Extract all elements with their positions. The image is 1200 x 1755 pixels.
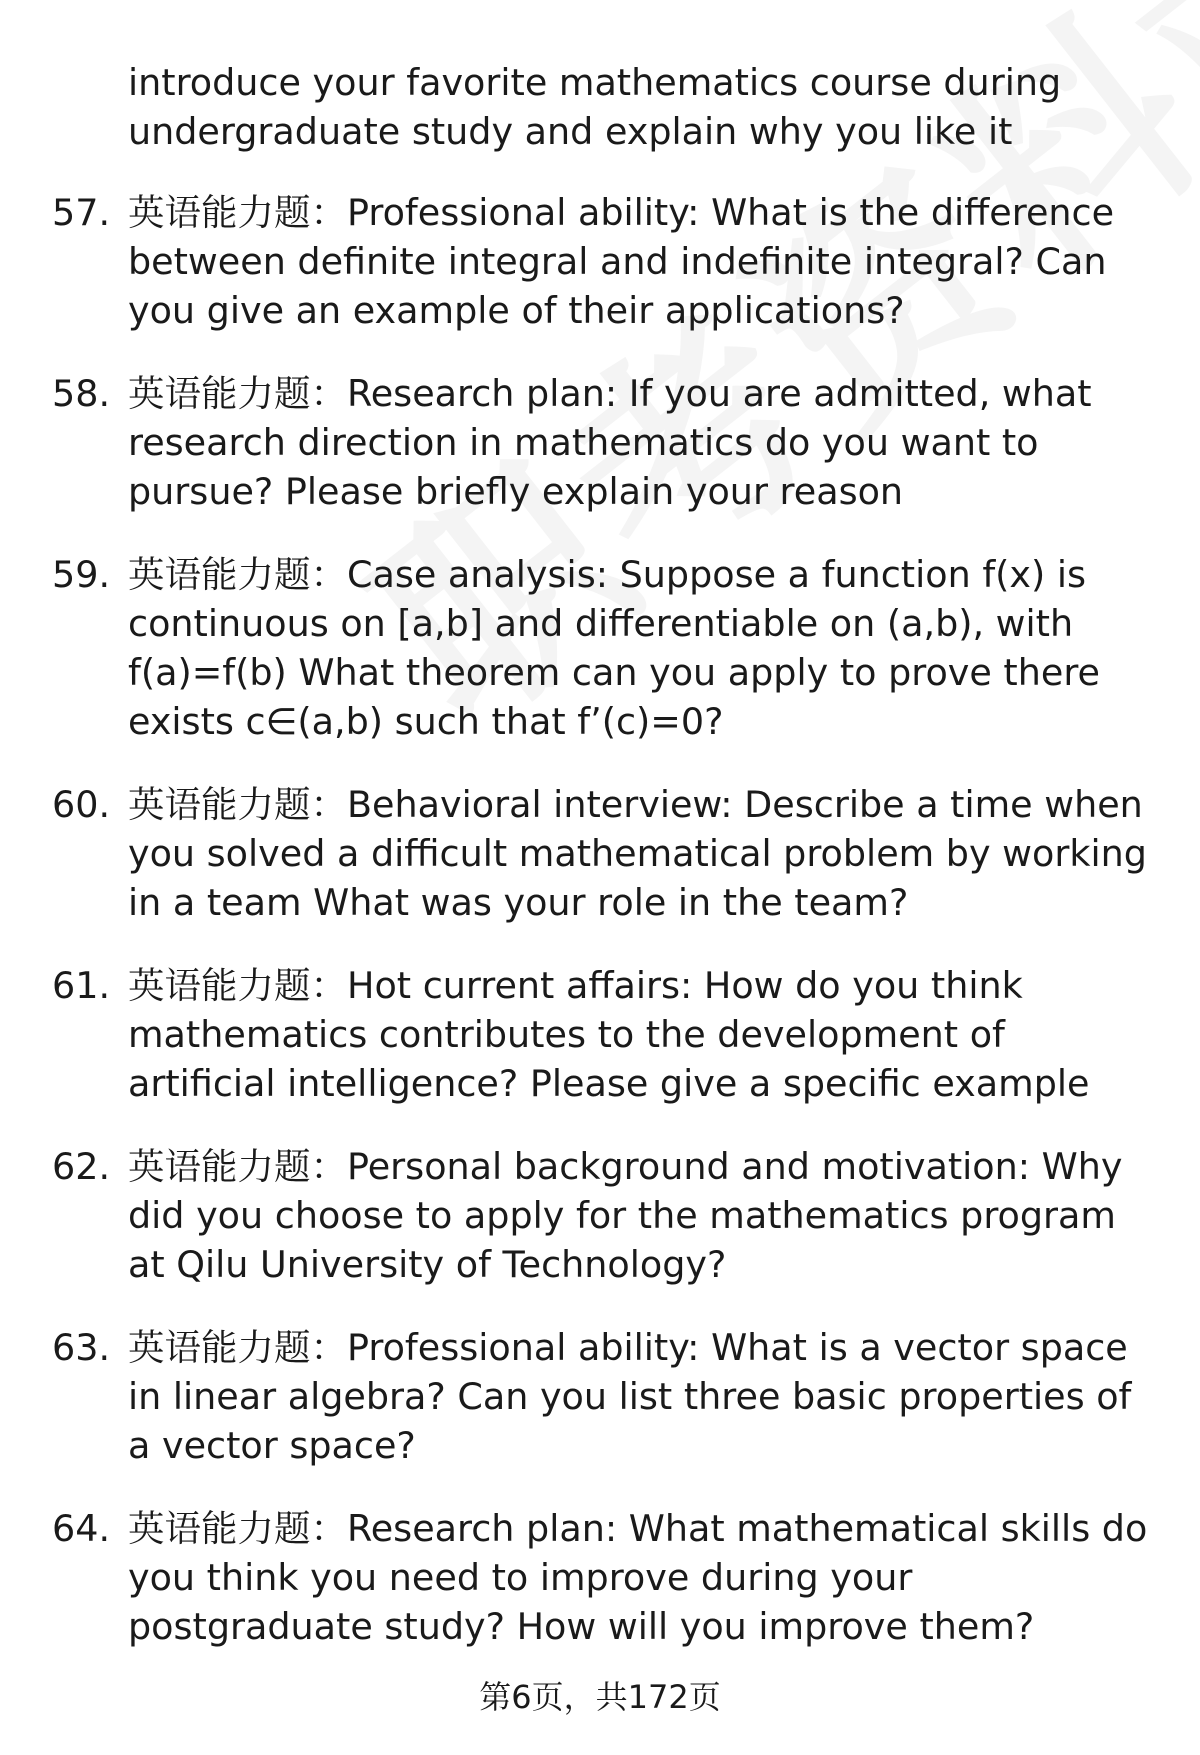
- question-text: 英语能力题：Personal background and motivation: Why did you choose to apply for the mathematics program at Qilu University of Technology?: [128, 1145, 1123, 1286]
- question-text: 英语能力题：Professional ability: What is the difference between definite integral and indefinite integral? Can you give an example of their applications?: [128, 191, 1115, 332]
- question-text: 英语能力题：Hot current affairs: How do you think mathematics contributes to the development of artificial intelligence? Please give a specific example: [128, 964, 1090, 1105]
- question-number: 62.: [52, 1145, 111, 1188]
- question-number: 57.: [52, 191, 111, 234]
- question-number: 60.: [52, 783, 111, 826]
- question-item: [0, 780, 1158, 927]
- question-item: [0, 369, 1158, 516]
- continued-question-text: introduce your favorite mathematics course during undergraduate study and explain why you like it: [128, 61, 1062, 153]
- question-item: [0, 550, 1158, 746]
- question-number: 63.: [52, 1326, 111, 1369]
- question-number: 61.: [52, 964, 111, 1007]
- question-text: 英语能力题：Case analysis: Suppose a function f(x) is continuous on [a,b] and differentiable on (a,b), with f(a)=f(b) What theorem can you apply to prove there exists c∈(a,b) such that f’(c)=0?: [128, 553, 1100, 743]
- question-item: [0, 1504, 1158, 1651]
- page-footer: 第6页，共172页: [479, 1678, 721, 1716]
- question-number: 64.: [52, 1507, 111, 1550]
- question-number: 58.: [52, 372, 111, 415]
- question-text: 英语能力题：Behavioral interview: Describe a time when you solved a difficult mathematical problem by working in a team What was your role in the team?: [128, 783, 1147, 924]
- question-item: [0, 188, 1158, 335]
- question-text: 英语能力题：Research plan: What mathematical skills do you think you need to improve during your postgraduate study? How will you improve them?: [128, 1507, 1148, 1648]
- question-item: [0, 1323, 1158, 1470]
- question-text: 英语能力题：Professional ability: What is a vector space in linear algebra? Can you list three basic properties of a vector space?: [128, 1326, 1132, 1467]
- question-item: [0, 1142, 1158, 1289]
- question-item: [0, 961, 1158, 1108]
- question-text: 英语能力题：Research plan: If you are admitted, what research direction in mathematics do you want to pursue? Please briefly explain your reason: [128, 372, 1092, 513]
- question-number: 59.: [52, 553, 111, 596]
- question-list: [0, 188, 1200, 1685]
